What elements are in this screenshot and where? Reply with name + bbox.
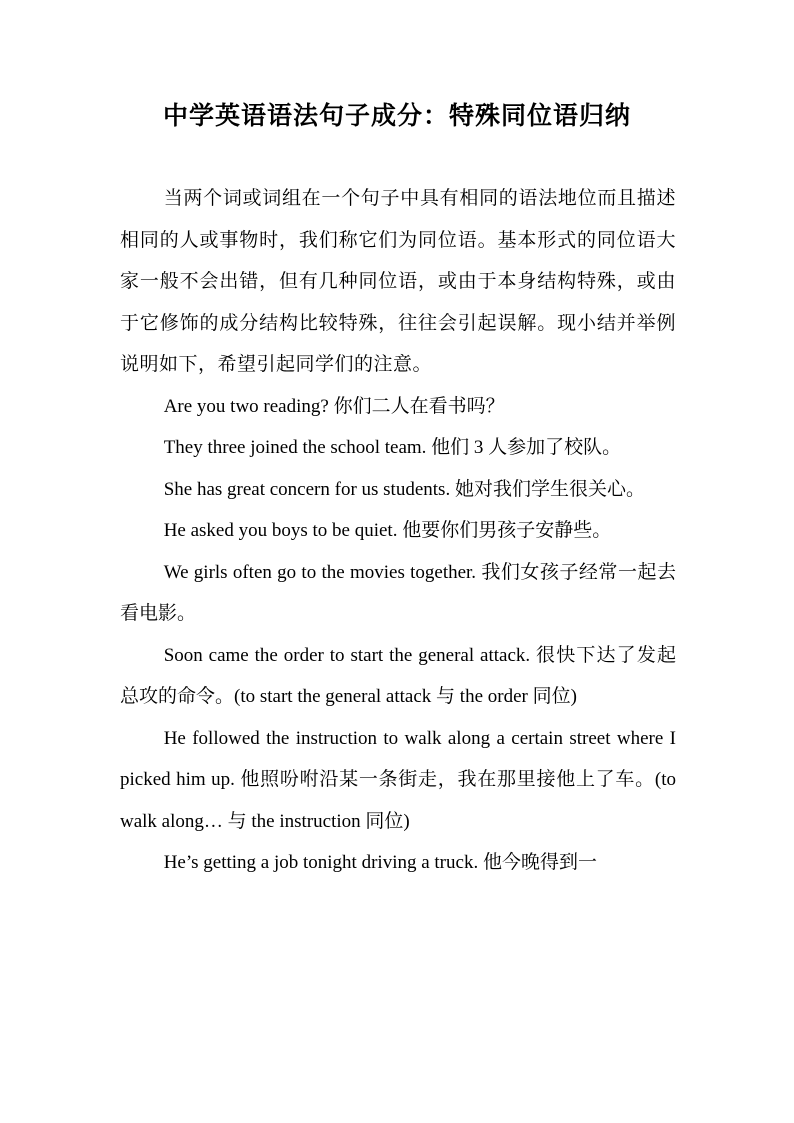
page-title: 中学英语语法句子成分：特殊同位语归纳 [162, 101, 631, 130]
intro-paragraph: 当两个词或词组在一个句子中具有相同的语法地位而且描述相同的人或事物时，我们称它们为同位语。基本形式的同位语大家一般不会出错，但有几种同位语，或由于本身结构特殊，或由于它修饰的成分结构比较特殊，往往会引起误解。现小结并举例说明如下，希望引起同学们的注意。 [120, 187, 676, 375]
example-paragraph: Are you two reading? 你们二人在看书吗？ [163, 395, 505, 417]
example-paragraph: We girls often go to the movies together. 我们女孩子经常一起去看电影。 [120, 561, 676, 624]
example-paragraph: He asked you boys to be quiet. 他要你们男孩子安静些。 [163, 520, 612, 541]
example-paragraph: She has great concern for us students. 她对我们学生很关心。 [163, 478, 645, 500]
example-paragraph: He’s getting a job tonight driving a truck. 他今晚得到一 [163, 852, 597, 873]
example-paragraph: Soon came the order to start the general attack. 很快下达了发起总攻的命令。(to start the general attack 与 the order 同位) [120, 644, 676, 707]
example-paragraph: He followed the instruction to walk along a certain street where I picked him up. 他照吩咐沿某一条街走，我在那里接他上了车。(to walk along… 与 the instruction 同位) [120, 727, 676, 832]
document-body [120, 178, 676, 884]
example-paragraph: They three joined the school team. 他们 3 人参加了校队。 [163, 437, 622, 458]
